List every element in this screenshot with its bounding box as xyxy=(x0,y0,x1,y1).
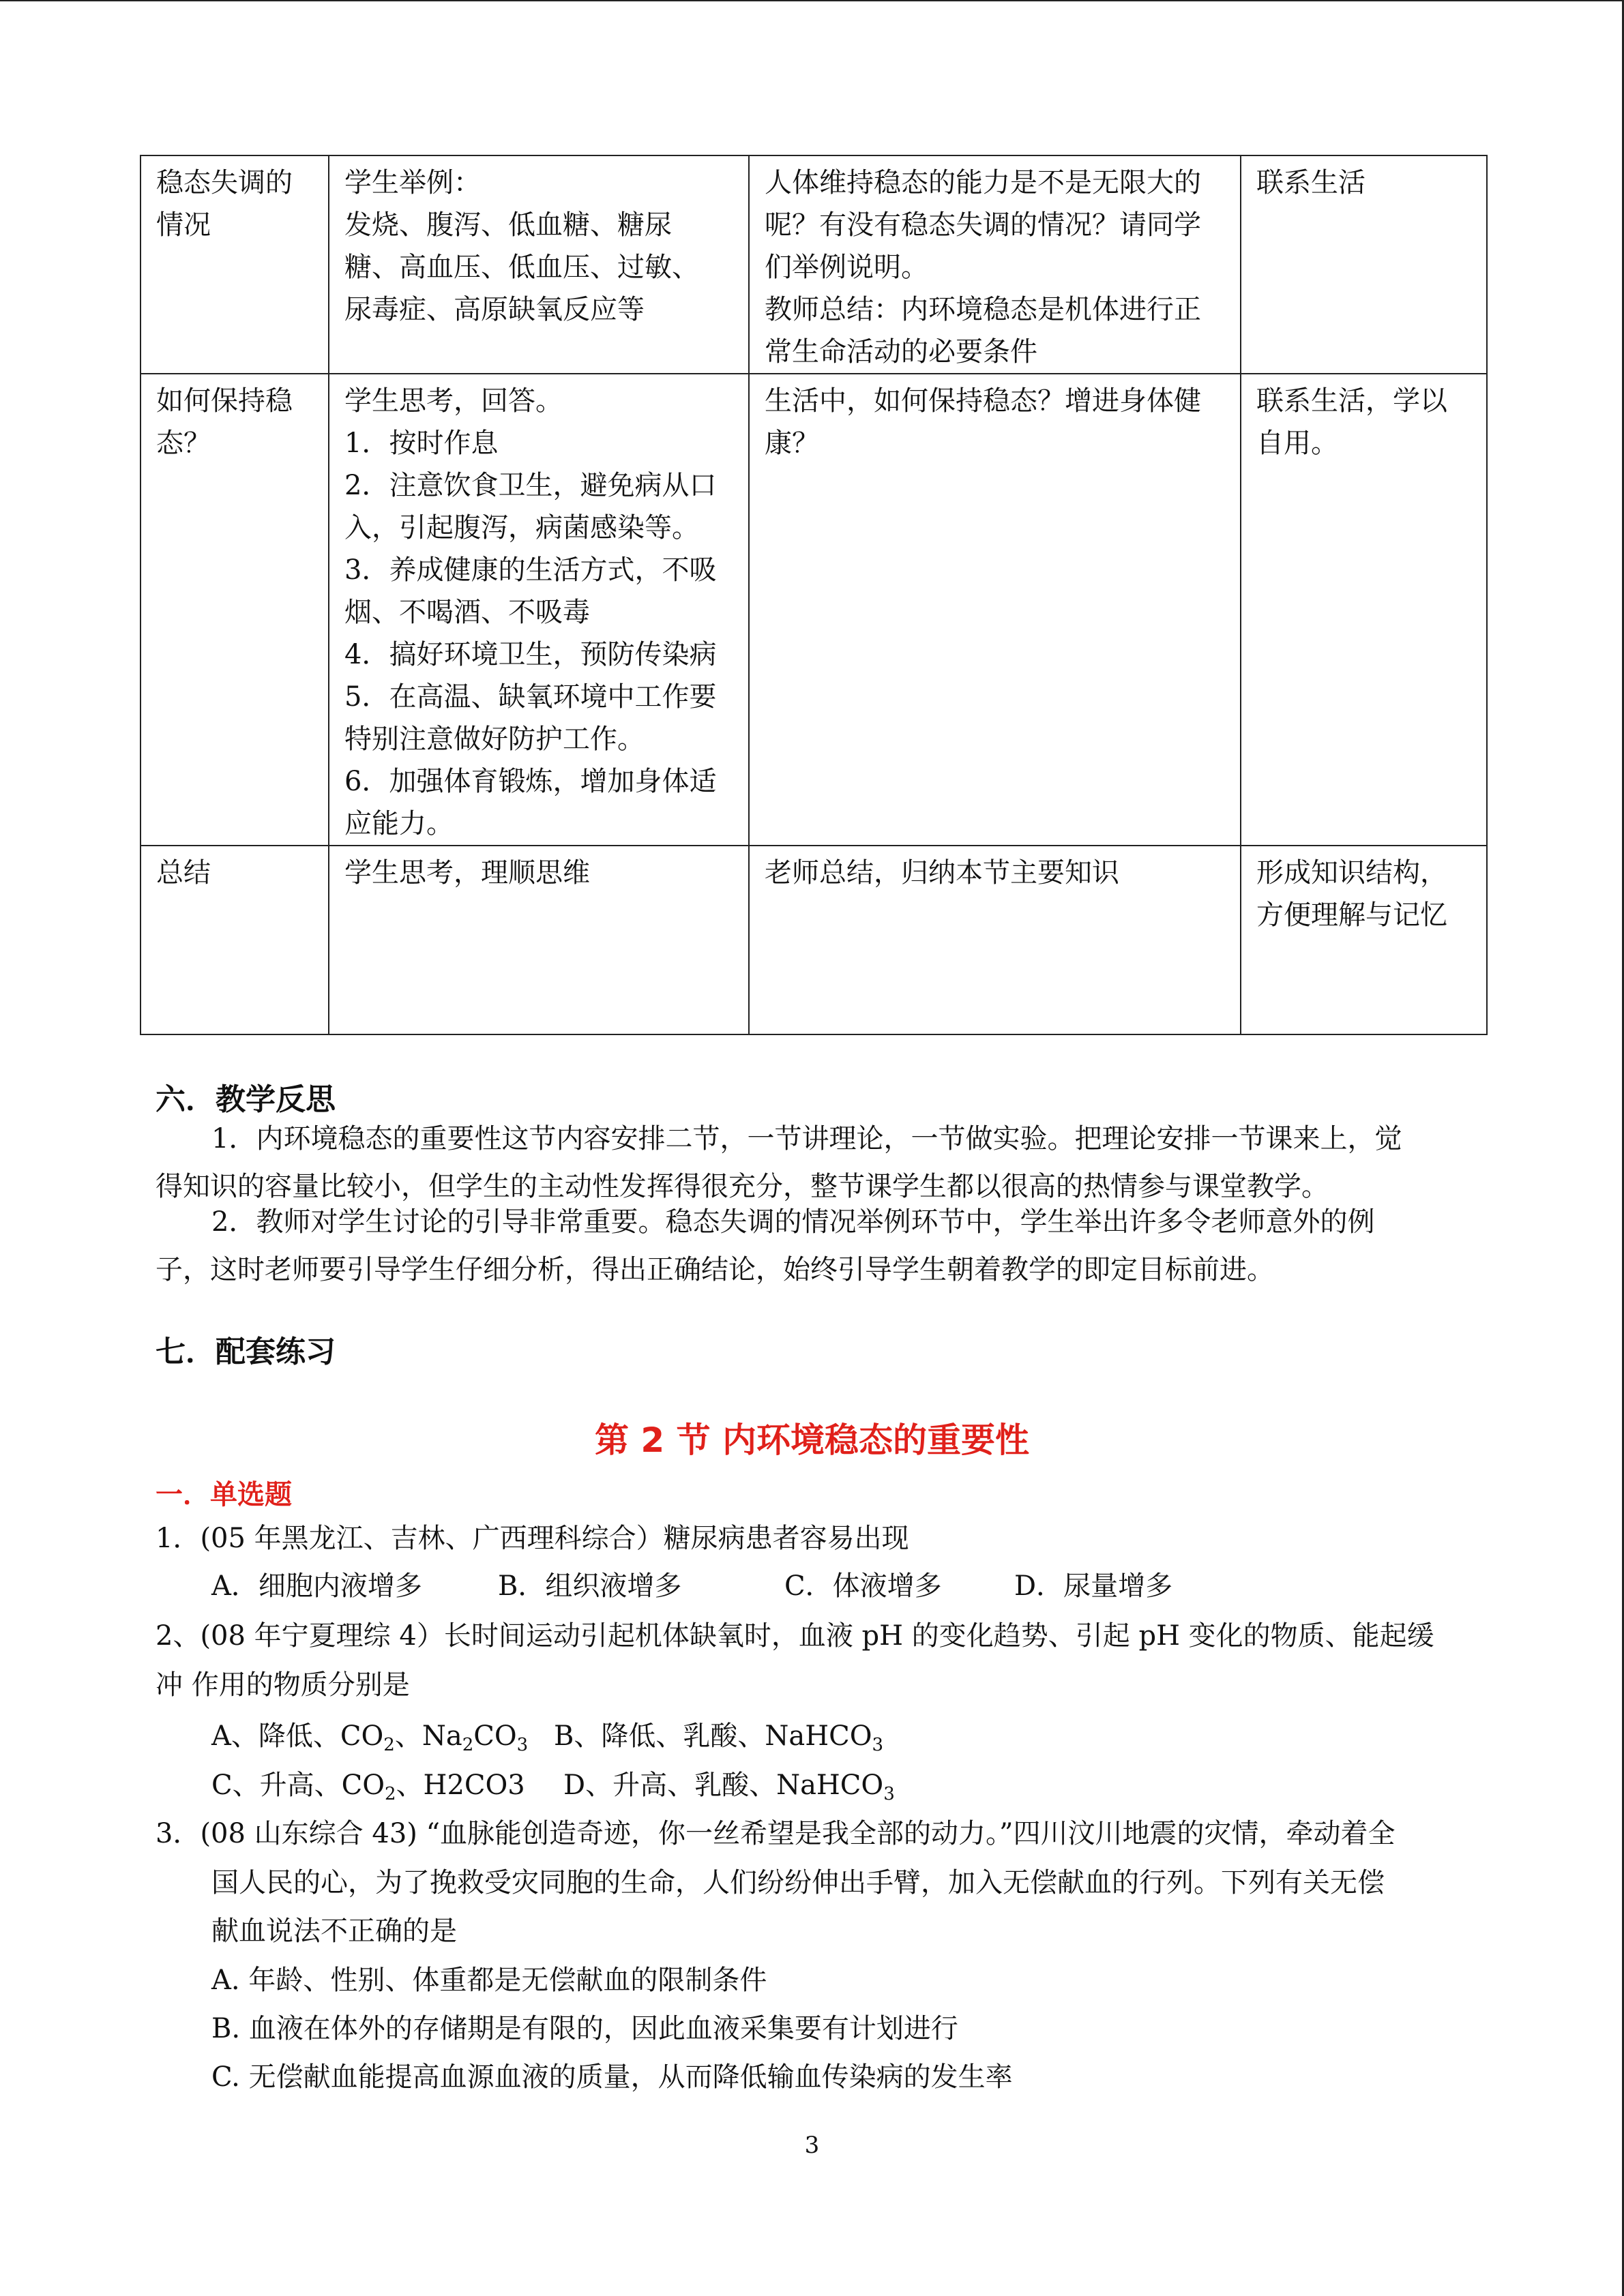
table-row xyxy=(141,155,1487,374)
page-border-top xyxy=(0,0,1624,1)
table-cell-student: 学生举例： 发烧、腹泻、低血糖、糖尿 糖、高血压、低血压、过敏、 尿毒症、高原缺氧反应等 xyxy=(329,155,749,374)
table-row xyxy=(141,846,1487,1034)
reflection-paragraph-2: 2．教师对学生讨论的引导非常重要。稳态失调的情况举例环节中，学生举出许多令老师意外的例 子，这时老师要引导学生仔细分析，得出正确结论，始终引导学生朝着教学的即定目标前进。 xyxy=(156,1206,1375,1285)
table-cell-teacher: 老师总结，归纳本节主要知识 xyxy=(749,846,1241,1034)
question-1-option-a: A．细胞内液增多 xyxy=(211,1570,422,1602)
question-3-stem-line-2: 国人民的心，为了挽救受灾同胞的生命，人们纷纷伸出手臂，加入无偿献血的行列。下列有关无偿 xyxy=(211,1867,1385,1898)
table-cell-teacher: 人体维持稳态的能力是不是无限大的 呢？有没有稳态失调的情况？请同学 们举例说明。 教师总结：内环境稳态是机体进行正 常生命活动的必要条件 xyxy=(749,155,1241,374)
table-cell-purpose: 联系生活，学以 自用。 xyxy=(1241,374,1487,846)
chapter-title: 第 2 节 内环境稳态的重要性 xyxy=(594,1420,1029,1460)
reflection-paragraph-1: 1．内环境稳态的重要性这节内容安排二节，一节讲理论，一节做实验。把理论安排一节课来上，觉 得知识的容量比较小，但学生的主动性发挥得很充分，整节课学生都以很高的热情参与课堂教学。 xyxy=(156,1123,1402,1202)
question-1-option-d: D．尿量增多 xyxy=(1014,1570,1173,1602)
table-cell-topic: 总结 xyxy=(141,846,329,1034)
lesson-table xyxy=(140,155,1488,1035)
table-cell-student: 学生思考，回答。 1．按时作息 2．注意饮食卫生，避免病从口 入，引起腹泻，病菌感染等。 3．养成健康的生活方式，不吸 烟、不喝酒、不吸毒 4．搞好环境卫生，预防传染病 5．在高温、缺氧环境中工作要 特别注意做好防护工作。 6．加强体育锻炼，增加身体适 应能力。 xyxy=(329,374,749,846)
table-cell-topic: 如何保持稳 态？ xyxy=(141,374,329,846)
question-1-option-b: B．组织液增多 xyxy=(498,1570,682,1602)
subsection-heading: 一．单选题 xyxy=(156,1479,292,1510)
question-2-option-c: C、升高、$CO_2$、H2CO3 xyxy=(211,1770,525,1804)
question-3-option-c: C. 无偿献血能提高血源血液的质量，从而降低输血传染病的发生率 xyxy=(211,2061,1013,2093)
question-2-stem-line-1: 2、(08 年宁夏理综 4）长时间运动引起机体缺氧时，血液 pH 的变化趋势、引起 pH 变化的物质、能起缓 xyxy=(156,1620,1434,1652)
question-2-stem-line-2: 冲 作用的物质分别是 xyxy=(156,1669,410,1701)
table-cell-teacher: 生活中，如何保持稳态？增进身体健 康？ xyxy=(749,374,1241,846)
question-2-option-a: A、降低、$CO_2$、$Na_2CO_3$ xyxy=(211,1720,529,1755)
question-3-stem-line-3: 献血说法不正确的是 xyxy=(211,1915,457,1947)
question-3-stem-line-1: 3．(08 山东综合 43) “血脉能创造奇迹，你一丝希望是我全部的动力。”四川汶川地震的灾情，牵动着全 xyxy=(156,1818,1396,1849)
table-cell-topic: 稳态失调的 情况 xyxy=(141,155,329,374)
question-3-option-b: B. 血液在体外的存储期是有限的，因此血液采集要有计划进行 xyxy=(211,2013,958,2044)
table-cell-purpose: 形成知识结构， 方便理解与记忆 xyxy=(1241,846,1487,1034)
question-3-option-a: A. 年龄、性别、体重都是无偿献血的限制条件 xyxy=(211,1965,767,1996)
table-cell-student: 学生思考，理顺思维 xyxy=(329,846,749,1034)
reflection-heading: 六．教学反思 xyxy=(156,1082,336,1117)
table-cell-purpose: 联系生活 xyxy=(1241,155,1487,374)
question-2-option-b: B、降低、乳酸、NaHCO$_3$ xyxy=(554,1720,884,1755)
question-1-stem: 1．(05 年黑龙江、吉林、广西理科综合）糖尿病患者容易出现 xyxy=(156,1523,909,1554)
table-row xyxy=(141,374,1487,846)
exercise-heading: 七．配套练习 xyxy=(156,1335,336,1369)
question-2-option-d: D、升高、乳酸、NaHCO$_3$ xyxy=(563,1770,895,1804)
page-number: 3 xyxy=(804,2132,820,2159)
question-1-option-c: C．体液增多 xyxy=(784,1570,942,1602)
